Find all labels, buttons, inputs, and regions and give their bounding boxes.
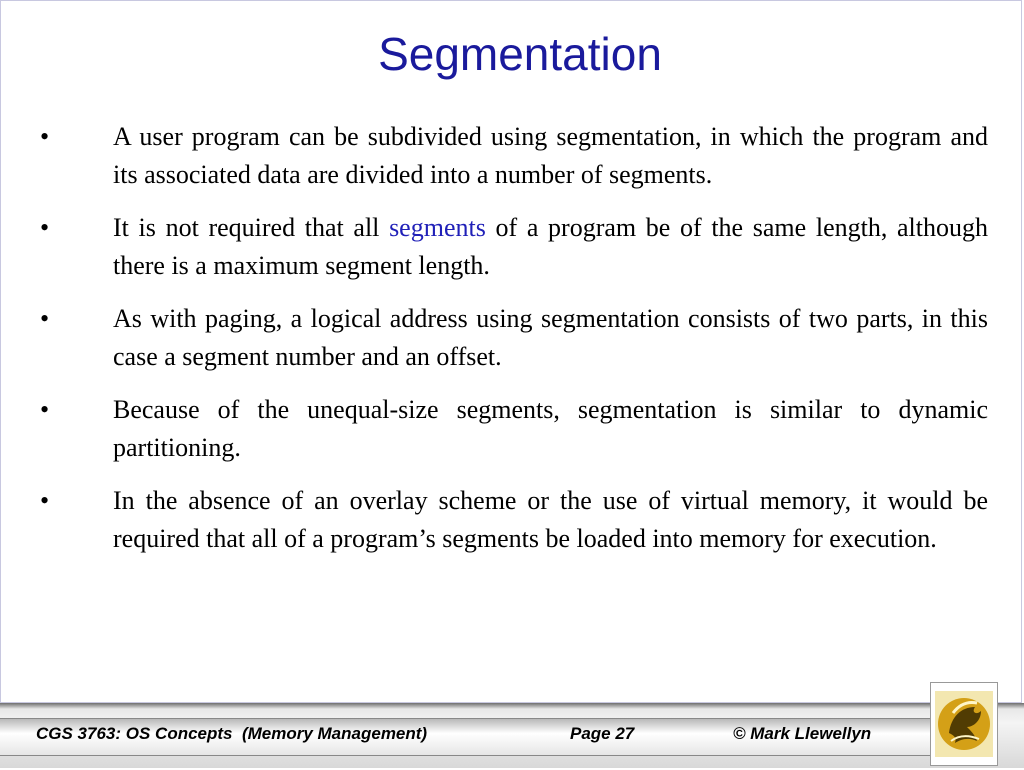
footer-page-number: Page 27 xyxy=(570,724,635,743)
bullet-text-after: of a program be of the same length, although there is a maximum segment length. xyxy=(113,213,988,280)
slide-title: Segmentation xyxy=(378,28,662,80)
bullet-item xyxy=(40,209,988,285)
bullet-item xyxy=(40,300,988,376)
bullet-dot: • xyxy=(40,122,50,151)
bullet-dot: • xyxy=(40,304,50,333)
bullet-text: A user program can be subdivided using segmentation, in which the program and its associated data are divided into a number of segments. xyxy=(113,122,988,189)
bullet-list xyxy=(40,118,988,573)
bullet-text: Because of the unequal-size segments, segmentation is similar to dynamic partitioning. xyxy=(113,395,988,462)
bullet-text-before: It is not required that all xyxy=(113,213,390,242)
highlighted-term: segments xyxy=(389,213,486,242)
bullet-dot: • xyxy=(40,486,50,515)
bullet-dot: • xyxy=(40,395,50,424)
logo-box xyxy=(930,682,998,766)
footer-course: CGS 3763: OS Concepts (Memory Management) xyxy=(36,724,428,743)
bullet-text: As with paging, a logical address using segmentation consists of two parts, in this case a segment number and an offset. xyxy=(113,304,988,371)
bullet-item xyxy=(40,391,988,467)
pegasus-logo-icon xyxy=(931,683,997,765)
bullet-item xyxy=(40,118,988,194)
footer-copyright: © Mark Llewellyn xyxy=(733,724,872,743)
bullet-dot: • xyxy=(40,213,50,242)
bullet-item xyxy=(40,482,988,558)
bullet-text: In the absence of an overlay scheme or the use of virtual memory, it would be required that all of a program’s segments be loaded into memory for execution. xyxy=(113,486,988,553)
